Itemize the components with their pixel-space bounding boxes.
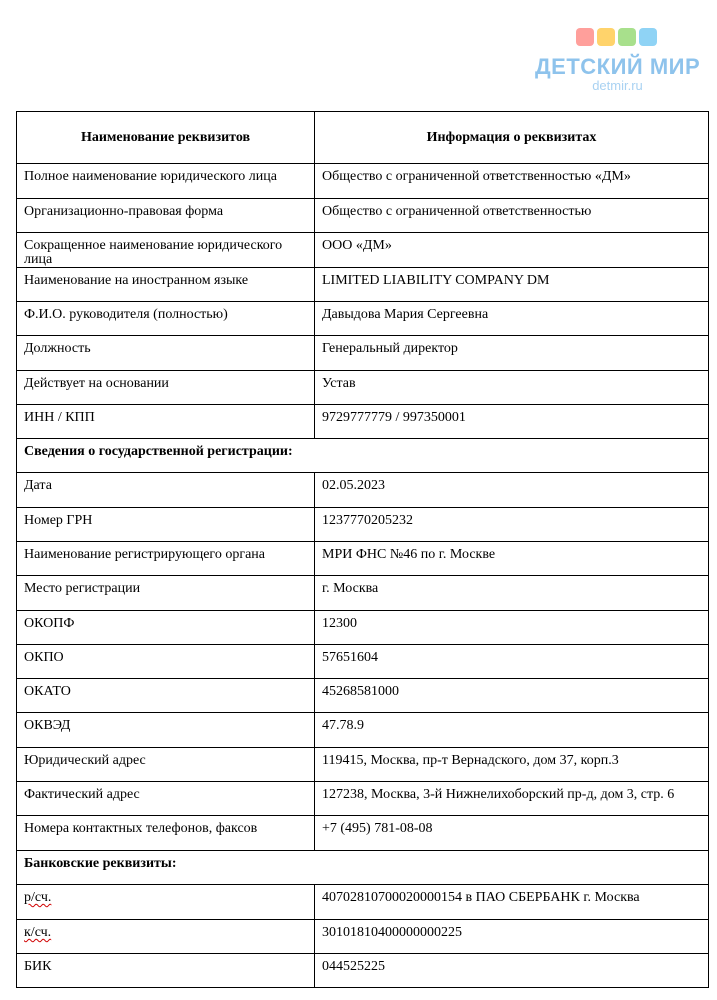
requisite-label-text: Дата (24, 478, 52, 493)
requisite-label (17, 371, 315, 405)
requisite-label-text: ОКАТО (24, 684, 71, 699)
table-row (17, 679, 709, 713)
requisite-label-text: ОКОПФ (24, 616, 75, 631)
logo-block-4 (639, 28, 657, 46)
requisite-label-text: Наименование регистрирующего органа (24, 547, 265, 562)
requisite-value: 02.05.2023 (315, 473, 709, 508)
requisite-label (17, 816, 315, 851)
table-row (17, 508, 709, 542)
header-requisite-info: Информация о реквизитах (315, 112, 709, 164)
table-row (17, 920, 709, 954)
requisite-label (17, 336, 315, 371)
table-row (17, 268, 709, 302)
requisite-value: 127238, Москва, 3-й Нижнелихоборский пр-д, дом 3, стр. 6 (315, 782, 709, 816)
requisite-value: 9729777779 / 997350001 (315, 405, 709, 439)
requisite-label-text: Сокращенное наименование юридического лица (24, 238, 283, 267)
requisite-value: 12300 (315, 611, 709, 645)
section-row (17, 851, 709, 885)
requisite-label (17, 885, 315, 920)
requisite-label-text: ОКПО (24, 650, 64, 665)
table-row (17, 748, 709, 782)
requisite-value: Общество с ограниченной ответственностью «ДМ» (315, 164, 709, 199)
table-row (17, 473, 709, 508)
requisite-value: 45268581000 (315, 679, 709, 713)
logo-block-3 (618, 28, 636, 46)
requisite-value: г. Москва (315, 576, 709, 611)
requisite-value: Давыдова Мария Сергеевна (315, 302, 709, 336)
table-row (17, 199, 709, 233)
header-requisite-name: Наименование реквизитов (17, 112, 315, 164)
requisite-label-text: Ф.И.О. руководителя (полностью) (24, 307, 228, 322)
requisite-value: МРИ ФНС №46 по г. Москве (315, 542, 709, 576)
table-row (17, 885, 709, 920)
requisite-value: 30101810400000000225 (315, 920, 709, 954)
requisite-label (17, 954, 315, 988)
logo-subtitle: detmir.ru (592, 78, 643, 93)
requisites-table (16, 111, 709, 988)
requisite-label (17, 679, 315, 713)
requisite-label-text: ИНН / КПП (24, 410, 95, 425)
requisite-value: 119415, Москва, пр-т Вернадского, дом 37, корп.3 (315, 748, 709, 782)
requisite-label (17, 782, 315, 816)
requisite-label (17, 405, 315, 439)
requisite-label (17, 233, 315, 268)
requisite-label-text: р/сч. (24, 890, 52, 905)
requisite-label (17, 645, 315, 679)
table-row (17, 371, 709, 405)
requisite-label (17, 542, 315, 576)
table-row (17, 782, 709, 816)
requisite-label (17, 508, 315, 542)
table-row (17, 611, 709, 645)
table-row (17, 542, 709, 576)
detmir-logo (535, 28, 700, 98)
table-header-row (17, 112, 709, 164)
requisite-value: ООО «ДМ» (315, 233, 709, 268)
logo-block-1 (576, 28, 594, 46)
requisite-value: +7 (495) 781-08-08 (315, 816, 709, 851)
table-row (17, 576, 709, 611)
requisite-label-text: Полное наименование юридического лица (24, 169, 277, 184)
section-row (17, 439, 709, 473)
requisite-value: 40702810700020000154 в ПАО СБЕРБАНК г. Москва (315, 885, 709, 920)
requisite-label-text: БИК (24, 959, 52, 974)
requisite-label (17, 164, 315, 199)
requisite-label-text: Наименование на иностранном языке (24, 273, 249, 288)
requisite-label-text: Должность (24, 341, 91, 356)
requisite-label-text: Место регистрации (24, 581, 141, 596)
requisite-value: Устав (315, 371, 709, 405)
section-title: Сведения о государственной регистрации: (17, 439, 709, 473)
requisite-value: LIMITED LIABILITY COMPANY DM (315, 268, 709, 302)
requisite-value: Общество с ограниченной ответственностью (315, 199, 709, 233)
requisite-label (17, 748, 315, 782)
requisite-label-text: к/сч. (24, 925, 52, 940)
table-row (17, 645, 709, 679)
requisite-label-text: Организационно-правовая форма (24, 204, 224, 219)
table-row (17, 816, 709, 851)
table-row (17, 954, 709, 988)
requisite-label (17, 268, 315, 302)
requisite-label (17, 611, 315, 645)
table-row (17, 233, 709, 268)
table-row (17, 713, 709, 748)
table-row (17, 405, 709, 439)
requisite-value: 57651604 (315, 645, 709, 679)
logo-block-2 (597, 28, 615, 46)
requisite-label (17, 920, 315, 954)
logo-title: ДЕТСКИЙ МИР (535, 54, 701, 79)
requisite-label-text: Номера контактных телефонов, факсов (24, 821, 258, 836)
requisite-label-text: Действует на основании (24, 376, 169, 391)
requisite-value: 044525225 (315, 954, 709, 988)
table-row (17, 164, 709, 199)
requisite-value: Генеральный директор (315, 336, 709, 371)
requisite-label (17, 199, 315, 233)
requisite-label-text: ОКВЭД (24, 718, 71, 733)
requisite-label (17, 576, 315, 611)
table-row (17, 302, 709, 336)
requisite-label-text: Номер ГРН (24, 513, 93, 528)
requisite-value: 1237770205232 (315, 508, 709, 542)
section-title: Банковские реквизиты: (17, 851, 709, 885)
requisite-label (17, 473, 315, 508)
requisite-label (17, 302, 315, 336)
requisite-value: 47.78.9 (315, 713, 709, 748)
requisite-label (17, 713, 315, 748)
requisite-label-text: Фактический адрес (24, 787, 140, 802)
requisite-label-text: Юридический адрес (24, 753, 146, 768)
table-row (17, 336, 709, 371)
